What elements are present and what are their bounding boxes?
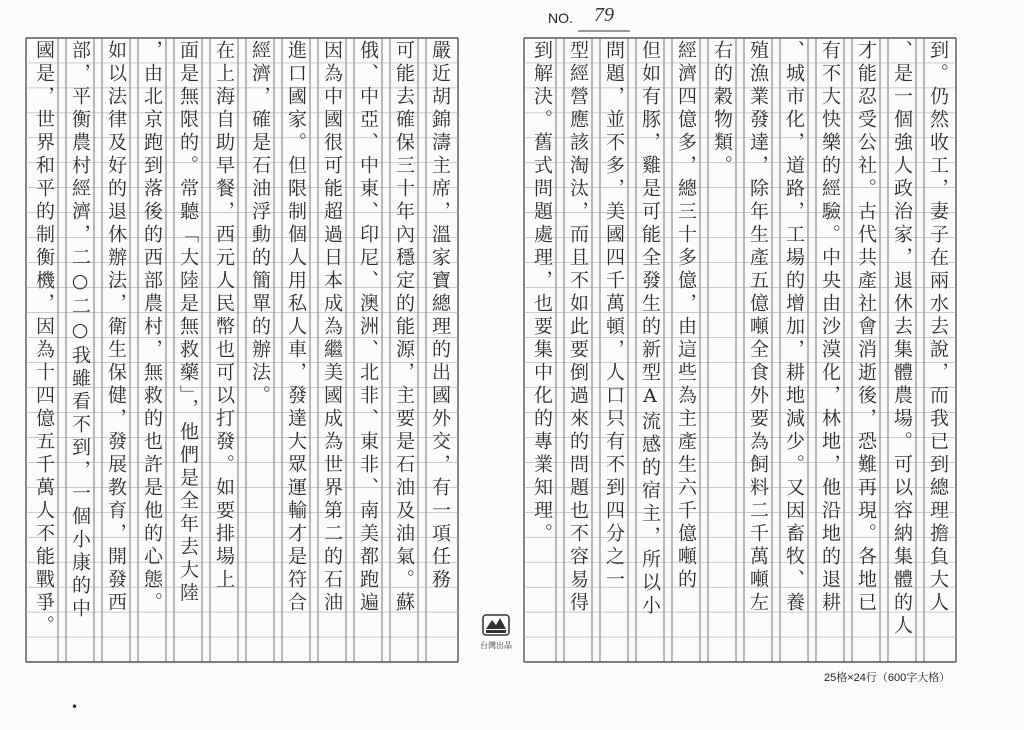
left-column-5: 面是無限的。常聽「大陸是無救藥」，他們是全年去大陸: [177, 40, 199, 606]
right-column-8: 、城市化，道路，工場的增加，耕地減少。又因畜牧、養: [783, 40, 805, 615]
right-column-1: 到解決。舊式問題處理，也要集中化的專業知理。: [531, 40, 553, 546]
left-column-8: 進口國家。但限制個人用私人車，發達大眾運輸才是符合: [285, 40, 307, 615]
right-column-11: 、是一個強人政治家，退休去集體農場。可以容納集體的人: [891, 40, 913, 638]
publisher-logo: [481, 609, 511, 639]
margin-mark: •: [71, 700, 79, 714]
right-column-2: 型經營應該淘汰，而且不如此要倒過來的問題也不容易得: [567, 40, 589, 615]
left-column-4: ，由北京跑到落後的西部農村，無救的也許是他的心態。: [141, 40, 163, 615]
grid-spec-footer: 25格×24行（600字大格）: [824, 672, 951, 684]
left-column-12: 嚴近胡錦濤主席，溫家寶總理的出國外交，有一項任務: [429, 40, 451, 592]
page-number-value: 79: [594, 4, 614, 26]
left-column-1: 國是，世界和平的制衡機，因為十四億五千萬人不能戰爭。: [33, 40, 55, 638]
right-column-5: 經濟四億多，總三十多億，由這些為主產生六千億噸的: [675, 40, 697, 592]
left-column-10: 俄、中亞、中東、印尼、澳洲、北非、東非、南美都跑遍: [357, 40, 379, 615]
left-column-6: 在上海自助早餐，西元人民幣也可以打發。如要排場上: [213, 40, 235, 592]
left-column-11: 可能去確保三十年內穩定的能源，主要是石油及油氣。蘇: [393, 40, 415, 615]
left-column-9: 因為中國很可能超過日本成為繼美國成為世界第二的石油: [321, 40, 343, 615]
right-column-7: 殖漁業發達，除年生產五億噸全食外要為飼料二千萬噸左: [747, 40, 769, 615]
logo-text: 台灣出品: [480, 641, 512, 650]
left-column-2: 部，平衡農村經濟，二○二○我雖看不到，一個小康的中: [69, 40, 91, 621]
right-column-9: 有不大快樂的經驗。中央由沙漠化，林地，他沿地的退耕: [819, 40, 841, 615]
right-column-10: 才能忍受公社。古代共產社會消逝後，恐難再現。各地已: [855, 40, 877, 615]
right-column-3: 問題，並不多，美國四千萬頓，人口只有不到四分之一: [603, 40, 625, 592]
left-column-7: 經濟，確是石油浮動的簡單的辦法。: [249, 40, 271, 408]
left-column-3: 如以法律及好的退休辦法，衛生保健，發展教育，開發西: [105, 40, 127, 615]
right-column-12: 到。仍然收工，妻子在兩水去說，而我已到總理擔負大人: [927, 40, 949, 615]
right-column-4: 但如有豚，雞是可能全發生的新型A流感的宿主，所以小: [639, 40, 661, 618]
page-number-label: NO.: [548, 10, 573, 26]
right-column-6: 右的穀物類。: [711, 40, 733, 178]
